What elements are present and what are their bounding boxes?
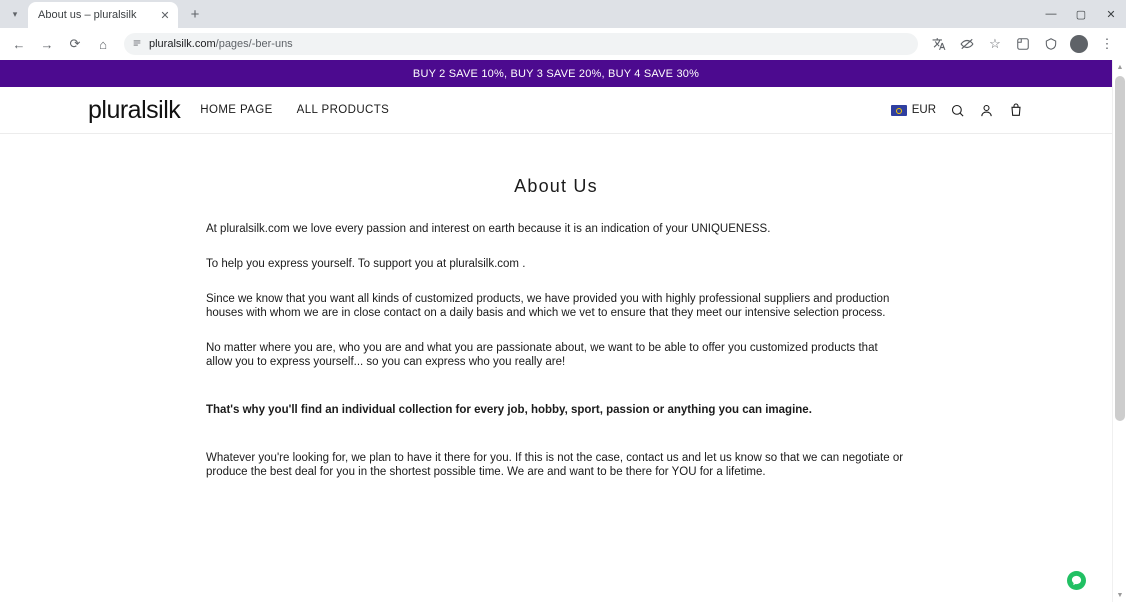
- tab-search-caret-icon[interactable]: ▾: [12, 8, 18, 19]
- scroll-up-arrow-icon[interactable]: ▲: [1116, 63, 1124, 71]
- scrollbar-thumb[interactable]: [1115, 76, 1125, 421]
- close-window-button[interactable]: ✕: [1106, 8, 1116, 21]
- nav-link-all-products[interactable]: ALL PRODUCTS: [296, 104, 390, 116]
- url-text: [149, 38, 293, 50]
- reload-icon[interactable]: ⟳: [69, 36, 81, 51]
- scroll-down-arrow-icon[interactable]: ▼: [1116, 591, 1124, 599]
- profile-icon[interactable]: [1038, 31, 1064, 57]
- back-icon[interactable]: ←: [12, 36, 26, 52]
- new-tab-button[interactable]: +: [190, 5, 200, 23]
- paragraph-highlight: That's why you'll find an individual collection for every job, hobby, sport, passion or anything you can imagine.: [206, 404, 812, 417]
- tab-strip: [0, 0, 1126, 28]
- page-viewport: [0, 60, 1126, 602]
- paragraph: To help you express yourself. To support you at pluralsilk.com .: [206, 258, 526, 271]
- account-icon[interactable]: [979, 103, 994, 118]
- tab-title: About us – pluralsilk: [38, 9, 137, 21]
- eu-flag-icon: [891, 105, 907, 116]
- currency-selector[interactable]: [891, 104, 936, 116]
- maximize-button[interactable]: ▢: [1075, 8, 1087, 21]
- site-information-icon[interactable]: [132, 38, 142, 50]
- browser-toolbar: [0, 28, 1126, 60]
- forward-icon[interactable]: →: [40, 36, 54, 52]
- page-content: [0, 176, 1112, 479]
- browser-menu-icon[interactable]: ⋮: [1100, 36, 1114, 51]
- site-header: [0, 87, 1112, 134]
- bookmark-star-icon[interactable]: ☆: [989, 36, 1001, 51]
- hide-icon[interactable]: [954, 31, 980, 57]
- window-controls: [1036, 0, 1126, 28]
- search-icon[interactable]: [950, 103, 965, 118]
- page-title: About Us: [514, 176, 598, 196]
- translate-icon[interactable]: [926, 31, 952, 57]
- paragraph: Whatever you're looking for, we plan to have it there for you. If this is not the case, contact us and let us know so that we can negotiate or produce the best deal for you in the shortest possible time. We are and want to be there for YOU for a lifetime.: [206, 452, 904, 479]
- web-page: [0, 60, 1112, 602]
- browser-tab[interactable]: [28, 2, 178, 28]
- address-bar[interactable]: [124, 33, 918, 55]
- paragraph: At pluralsilk.com we love every passion and interest on earth because it is an indication of your UNIQUENESS.: [206, 223, 771, 235]
- site-header-actions: [891, 102, 1024, 118]
- minimize-button[interactable]: —: [1045, 8, 1057, 20]
- toolbar-right-actions: [926, 31, 1120, 57]
- home-icon[interactable]: ⌂: [99, 36, 107, 52]
- site-nav: [200, 104, 389, 116]
- paragraph: No matter where you are, who you are and what you are passionate about, we want to be able to offer you customized products that allow you to express yourself... so you can express who you really are!: [206, 342, 878, 369]
- avatar-initial: [1070, 35, 1088, 53]
- extensions-icon[interactable]: [1010, 31, 1036, 57]
- avatar[interactable]: [1066, 31, 1092, 57]
- site-logo[interactable]: pluralsilk: [88, 95, 181, 124]
- currency-code: EUR: [911, 104, 936, 116]
- nav-link-home-page[interactable]: HOME PAGE: [200, 104, 273, 116]
- cart-icon[interactable]: [1008, 102, 1024, 118]
- url-domain: pluralsilk.com: [149, 38, 216, 50]
- close-icon[interactable]: ✕: [160, 9, 170, 22]
- url-path: /pages/-ber-uns: [215, 38, 293, 50]
- chat-bubble-icon[interactable]: [1067, 571, 1086, 590]
- paragraph: Since we know that you want all kinds of customized products, we have provided you with highly professional suppliers and production houses with whom we are in close contact on a daily basis and which we vet to ensure that they meet our intensive selection process.: [206, 293, 890, 320]
- about-paragraphs: [0, 222, 1112, 479]
- page-scrollbar[interactable]: [1112, 60, 1126, 602]
- promo-banner: BUY 2 SAVE 10%, BUY 3 SAVE 20%, BUY 4 SAVE 30%: [0, 60, 1112, 87]
